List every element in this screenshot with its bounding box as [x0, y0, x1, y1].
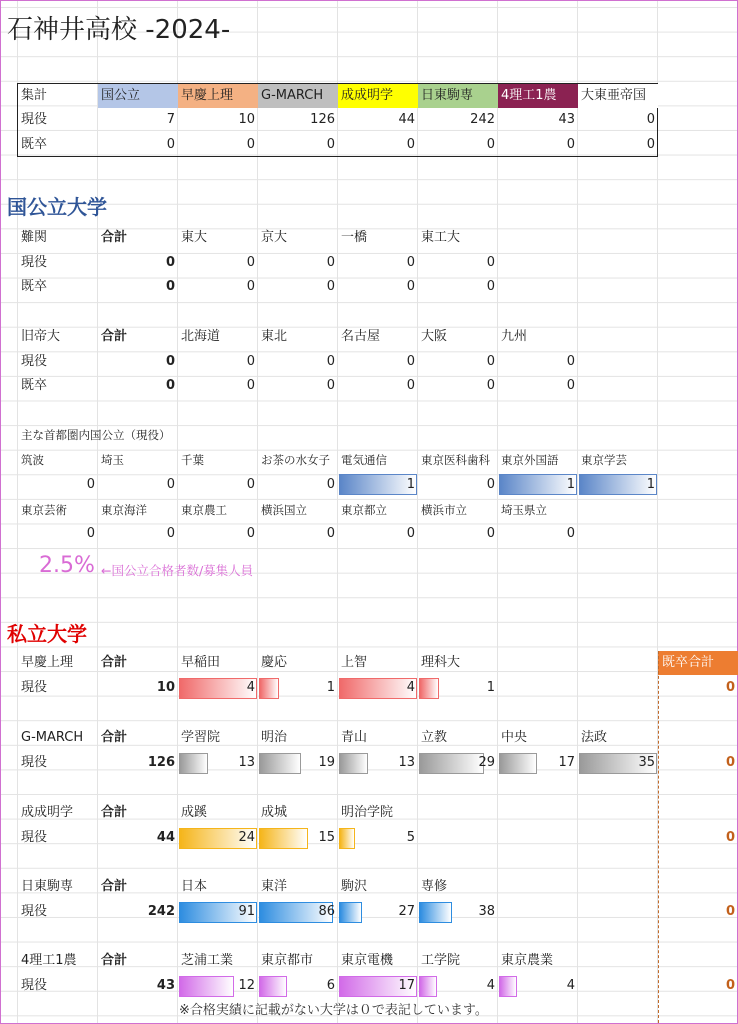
private-row-total: 10 — [156, 680, 175, 695]
summary-col-3: 成成明学 — [338, 84, 418, 108]
metro-col: 東京学芸 — [581, 453, 627, 467]
private-cell: 6 — [326, 978, 335, 993]
private-total-label: 合計 — [101, 953, 128, 968]
metro-cell: 0 — [86, 477, 95, 492]
difficult-label: 難関 — [21, 230, 48, 245]
imperial-cell: 0 — [406, 353, 415, 369]
metro-cell: 0 — [486, 477, 495, 492]
private-cell: 4 — [486, 978, 495, 993]
private-row-total: 126 — [147, 755, 175, 770]
private-cell: 13 — [238, 755, 255, 770]
summary-cell: 0 — [166, 136, 175, 152]
private-col: 慶応 — [261, 655, 288, 670]
summary-cell: 44 — [398, 112, 415, 127]
private-col: 工学院 — [421, 953, 461, 968]
difficult-row-total: 0 — [165, 254, 175, 270]
difficult-row-label: 既卒 — [21, 279, 48, 294]
national-heading: 国公立大学 — [7, 195, 107, 219]
private-col: 青山 — [341, 730, 368, 745]
private-total-label: 合計 — [101, 805, 128, 820]
private-col: 立教 — [421, 730, 448, 745]
metro-col: 東京芸術 — [21, 503, 67, 517]
private-total-label: 合計 — [101, 730, 128, 745]
summary-cell: 0 — [326, 136, 335, 152]
difficult-cell: 0 — [406, 279, 415, 294]
imperial-total-label: 合計 — [101, 329, 128, 344]
private-row-label: 現役 — [21, 978, 48, 993]
footnote: ※合格実績に記載がない大学は０で表記しています。 — [179, 1003, 488, 1018]
summary-row-label: 既卒 — [21, 136, 48, 152]
private-cell: 15 — [318, 830, 335, 845]
private-cell: 12 — [238, 978, 255, 993]
imperial-col-0: 北海道 — [181, 329, 221, 344]
summary-cell: 126 — [310, 112, 335, 127]
metro-col: 東京都立 — [341, 503, 387, 517]
difficult-col-3: 東工大 — [421, 230, 461, 245]
private-col: 日本 — [181, 879, 208, 894]
difficult-col-2: 一橋 — [341, 230, 368, 245]
difficult-cell: 0 — [326, 254, 335, 270]
difficult-row-label: 現役 — [21, 254, 48, 270]
summary-cell: 0 — [646, 112, 655, 127]
private-cell: 91 — [238, 904, 255, 919]
summary-cell: 0 — [406, 136, 415, 152]
private-grad-total: 0 — [725, 978, 735, 993]
private-grad-total: 0 — [725, 755, 735, 770]
imperial-cell: 0 — [246, 378, 255, 393]
metro-col: 横浜国立 — [261, 503, 307, 517]
private-cell: 17 — [558, 755, 575, 770]
private-row-total: 44 — [156, 830, 175, 845]
difficult-cell: 0 — [486, 279, 495, 294]
private-total-label: 合計 — [101, 655, 128, 670]
metro-cell: 0 — [326, 477, 335, 492]
summary-cell: 242 — [470, 112, 495, 127]
private-cell: 4 — [246, 680, 255, 695]
private-col: 芝浦工業 — [181, 953, 234, 968]
private-cell: 17 — [398, 978, 415, 993]
metro-cell: 1 — [406, 477, 415, 492]
metro-col: 電気通信 — [341, 453, 387, 467]
metro-cell: 0 — [166, 526, 175, 541]
private-col: 成蹊 — [181, 805, 208, 820]
metro-col: 東京農工 — [181, 503, 227, 517]
imperial-col-4: 九州 — [501, 329, 528, 344]
imperial-row-label: 現役 — [21, 353, 48, 369]
imperial-cell: 0 — [486, 378, 495, 393]
private-group-name: 成成明学 — [21, 805, 74, 820]
private-group-name: 4理工1農 — [21, 953, 77, 968]
metro-col: 埼玉 — [101, 453, 124, 467]
summary-cell: 0 — [646, 136, 655, 152]
private-col: 明治学院 — [341, 805, 394, 820]
summary-cell: 0 — [486, 136, 495, 152]
metro-cell: 0 — [246, 477, 255, 492]
metro-col: 東京海洋 — [101, 503, 147, 517]
private-col: 成城 — [261, 805, 288, 820]
imperial-cell: 0 — [566, 378, 575, 393]
private-col: 上智 — [341, 655, 368, 670]
imperial-cell: 0 — [326, 378, 335, 393]
metro-col: 東京医科歯科 — [421, 453, 490, 467]
private-cell: 4 — [566, 978, 575, 993]
metro-col: お茶の水女子 — [261, 453, 330, 467]
summary-col-6: 大東亜帝国 — [578, 84, 658, 108]
imperial-row-total: 0 — [165, 353, 175, 369]
imperial-cell: 0 — [486, 353, 495, 369]
private-cell: 4 — [406, 680, 415, 695]
summary-col-1: 早慶上理 — [178, 84, 258, 108]
summary-cell: 7 — [166, 112, 175, 127]
summary-cell: 0 — [246, 136, 255, 152]
metro-cell: 0 — [86, 526, 95, 541]
imperial-label: 旧帝大 — [21, 329, 61, 344]
private-cell: 19 — [318, 755, 335, 770]
metro-col: 横浜市立 — [421, 503, 467, 517]
private-cell: 38 — [478, 904, 495, 919]
private-group-name: G-MARCH — [21, 730, 84, 745]
private-row-label: 現役 — [21, 755, 48, 770]
private-cell: 13 — [398, 755, 415, 770]
metro-cell: 0 — [326, 526, 335, 541]
difficult-total-label: 合計 — [101, 230, 128, 245]
private-cell: 35 — [638, 755, 655, 770]
private-total-label: 合計 — [101, 879, 128, 894]
private-cell: 1 — [326, 680, 335, 695]
private-col: 明治 — [261, 730, 288, 745]
private-group-name: 日東駒専 — [21, 879, 74, 894]
difficult-cell: 0 — [486, 254, 495, 270]
difficult-col-0: 東大 — [181, 230, 208, 245]
private-row-label: 現役 — [21, 680, 48, 695]
imperial-cell: 0 — [246, 353, 255, 369]
private-cell: 24 — [238, 830, 255, 845]
imperial-col-2: 名古屋 — [341, 329, 381, 344]
private-col: 東京電機 — [341, 953, 394, 968]
private-row-label: 現役 — [21, 830, 48, 845]
summary-col-0: 国公立 — [98, 84, 178, 108]
summary-cell: 10 — [238, 112, 255, 127]
private-col: 法政 — [581, 730, 608, 745]
imperial-row-label: 既卒 — [21, 378, 48, 393]
metro-cell: 0 — [246, 526, 255, 541]
private-col: 理科大 — [421, 655, 461, 670]
private-col: 東京農業 — [501, 953, 554, 968]
private-col: 中央 — [501, 730, 528, 745]
metro-col: 埼玉県立 — [501, 503, 547, 517]
summary-cell: 0 — [566, 136, 575, 152]
private-col: 早稲田 — [181, 655, 221, 670]
summary-cell: 43 — [558, 112, 575, 127]
difficult-cell: 0 — [406, 254, 415, 270]
imperial-row-total: 0 — [165, 378, 175, 393]
summary-col-5: 4理工1農 — [498, 84, 578, 108]
page-title: 石神井高校 -2024- — [7, 15, 231, 45]
metro-cell: 0 — [406, 526, 415, 541]
national-ratio-note: ←国公立合格者数/募集人員 — [101, 563, 254, 578]
summary-col-2: G-MARCH — [258, 84, 338, 108]
imperial-cell: 0 — [326, 353, 335, 369]
difficult-cell: 0 — [326, 279, 335, 294]
private-grad-total: 0 — [725, 830, 735, 845]
private-col: 学習院 — [181, 730, 221, 745]
summary-header-label: 集計 — [21, 88, 48, 103]
private-row-label: 現役 — [21, 904, 48, 919]
metro-col: 筑波 — [21, 453, 44, 467]
private-cell: 5 — [406, 830, 415, 845]
graduate-total-header: 既卒合計 — [658, 651, 738, 675]
private-heading: 私立大学 — [7, 622, 87, 646]
private-cell: 27 — [398, 904, 415, 919]
private-row-total: 242 — [147, 904, 175, 919]
metro-col: 東京外国語 — [501, 453, 559, 467]
difficult-col-1: 京大 — [261, 230, 288, 245]
private-cell: 86 — [318, 904, 335, 919]
summary-row-label: 現役 — [21, 112, 48, 127]
metro-col: 千葉 — [181, 453, 204, 467]
imperial-col-3: 大阪 — [421, 329, 448, 344]
metro-cell: 1 — [566, 477, 575, 492]
private-col: 東洋 — [261, 879, 288, 894]
metro-cell: 0 — [486, 526, 495, 541]
imperial-cell: 0 — [406, 378, 415, 393]
private-grad-total: 0 — [725, 904, 735, 919]
national-ratio: 2.5% — [39, 553, 95, 578]
private-col: 専修 — [421, 879, 448, 894]
imperial-cell: 0 — [566, 353, 575, 369]
imperial-col-1: 東北 — [261, 329, 288, 344]
metro-cell: 1 — [646, 477, 655, 492]
private-col: 駒沢 — [341, 879, 368, 894]
private-group-name: 早慶上理 — [21, 655, 74, 670]
private-col: 東京都市 — [261, 953, 314, 968]
difficult-cell: 0 — [246, 279, 255, 294]
private-grad-total: 0 — [725, 680, 735, 695]
private-cell: 1 — [486, 680, 495, 695]
private-cell: 29 — [478, 755, 495, 770]
summary-col-4: 日東駒専 — [418, 84, 498, 108]
difficult-row-total: 0 — [165, 279, 175, 294]
metro-cell: 0 — [166, 477, 175, 492]
metro-cell: 0 — [566, 526, 575, 541]
difficult-cell: 0 — [246, 254, 255, 270]
metro-caption: 主な首都圏内国公立（現役） — [21, 428, 171, 442]
private-row-total: 43 — [156, 978, 175, 993]
